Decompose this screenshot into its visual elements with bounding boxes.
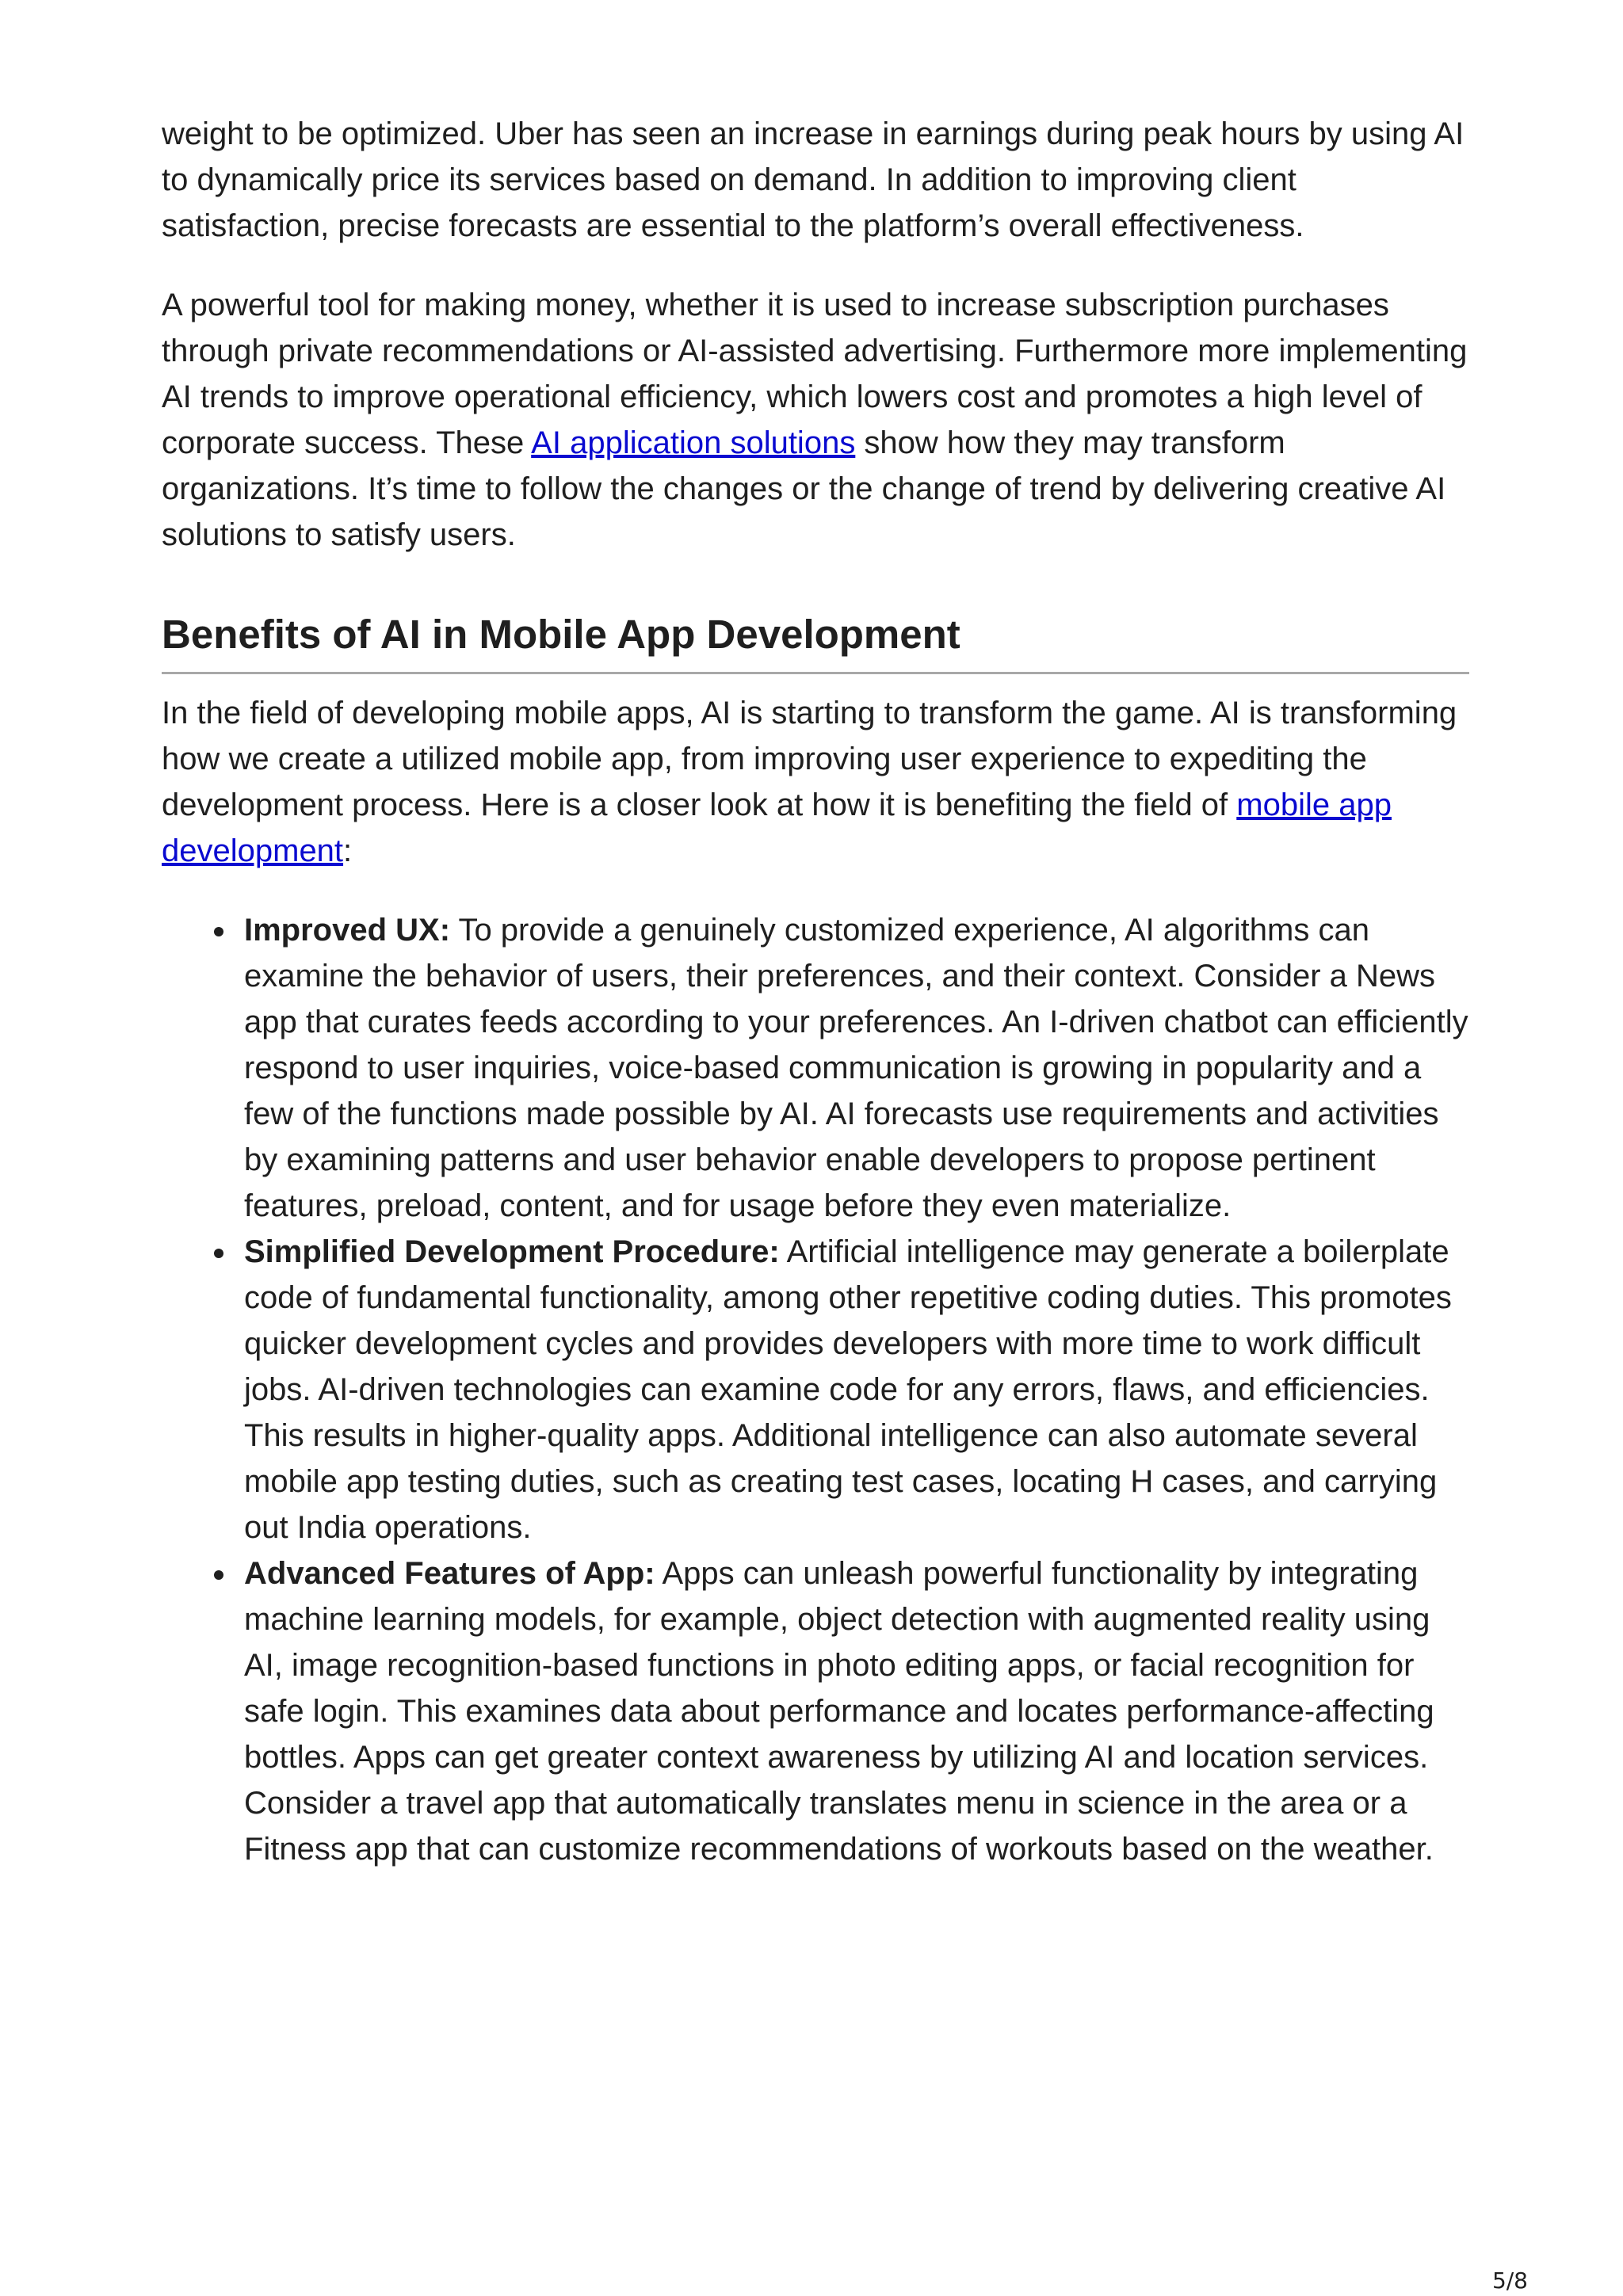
list-item — [244, 907, 1469, 1229]
ai-application-solutions-link[interactable]: AI application solutions — [531, 425, 856, 460]
list-item — [244, 1550, 1469, 1872]
page-number: 5/8 — [1491, 2267, 1528, 2294]
list-item-title: Simplified Development Procedure: — [244, 1234, 780, 1269]
list-item-text: Apps can unleash powerful functionality by integrating machine learning models, for example, object detection with augmented reality using AI, image recognition-based functions in photo editing apps, or facial recognition for safe login. This examines data about performance and locates performance-affecting bottles. Apps can get greater context awareness by utilizing AI and location services. Consider a travel app that automatically translates menu in science in the area or a Fitness app that can customize recommendations of workouts based on the weather. — [244, 1556, 1434, 1867]
mobile-app-development-link[interactable]: mobile app development — [162, 788, 1392, 868]
list-item-text: Artificial intelligence may generate a boilerplate code of fundamental functionality, among other repetitive coding duties. This promotes quicker development cycles and provides developers with more time to work difficult jobs. AI-driven technologies can examine code for any errors, flaws, and efficiencies. This results in higher-quality apps. Additional intelligence can also automate several mobile app testing duties, such as creating test cases, locating H cases, and carrying out India operations. — [244, 1234, 1452, 1545]
section-heading: Benefits of AI in Mobile App Development — [162, 607, 1469, 674]
paragraph-text: In the field of developing mobile apps, AI is starting to transform the game. AI is transforming how we create a utilized mobile app, from improving user experience to expediting the development process. Here is a closer look at how it is benefiting the field of — [162, 696, 1457, 822]
benefits-list — [162, 907, 1469, 1872]
list-item-title: Improved UX: — [244, 913, 451, 948]
list-item-title: Advanced Features of App: — [244, 1556, 655, 1591]
paragraph-uber-pricing: weight to be optimized. Uber has seen an increase in earnings during peak hours by using AI to dynamically price its services based on demand. In addition to improving client satisfaction, precise forecasts are essential to the platform’s overall effectiveness. — [162, 116, 1465, 243]
list-item-text: To provide a genuinely customized experience, AI algorithms can examine the behavior of users, their preferences, and their context. Consider a News app that curates feeds according to your preferences. An I-driven chatbot can efficiently respond to user inquiries, voice-based communication is growing in popularity and a few of the functions made possible by AI. AI forecasts use requirements and activities by examining patterns and user behavior enable developers to propose pertinent features, preload, content, and for usage before they even materialize. — [244, 913, 1468, 1223]
paragraph-text: : — [343, 833, 353, 868]
paragraph-text: A powerful tool for making money, whether it is used to increase subscription purchases through private recommendations or AI-assisted advertising. Furthermore more implementing AI trends to improve operational efficiency, which lowers cost and promotes a high level of corporate success. These — [162, 288, 1468, 460]
section-intro — [162, 690, 1469, 874]
document-page — [162, 111, 1469, 1872]
paragraph-text: show how they may transform organizations. It’s time to follow the changes or the change of trend by delivering creative AI solutions to satisfy users. — [162, 425, 1446, 552]
list-item — [244, 1229, 1469, 1550]
paragraph-money-tool — [162, 282, 1469, 558]
